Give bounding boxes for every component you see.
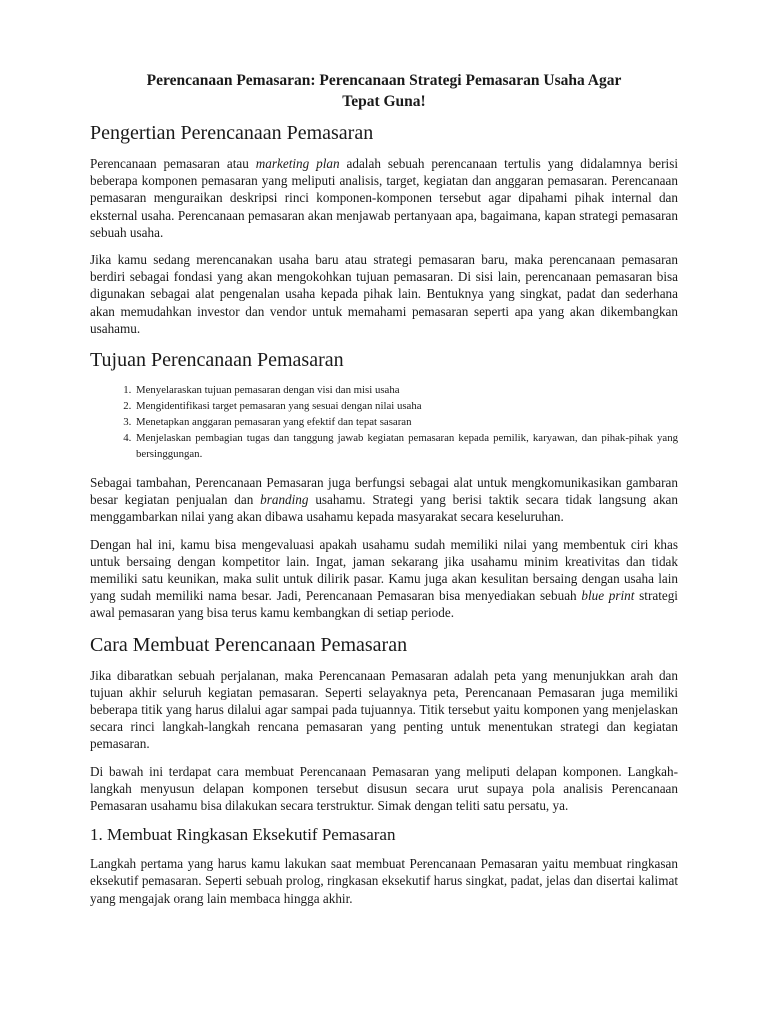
document-title-line-1: Perencanaan Pemasaran: Perencanaan Strategi Pemasaran Usaha Agar (146, 72, 622, 89)
paragraph-cara-2: Di bawah ini terdapat cara membuat Perencanaan Pemasaran yang meliputi delapan komponen. Langkah-langkah menyusun delapan komponen tersebut disusun secara urut supaya pola analisis Perencanaan Pemasaran usahamu bisa dilakukan secara terstruktur. Simak dengan teliti satu persatu, ya. (90, 763, 678, 814)
heading-ringkasan: 1. Membuat Ringkasan Eksekutif Pemasaran (90, 825, 396, 845)
document-title-line-2: Tepat Guna! (342, 93, 426, 110)
paragraph-cara-1: Jika dibaratkan sebuah perjalanan, maka Perencanaan Pemasaran adalah peta yang menunjukkan arah dan tujuan akhir seluruh kegiatan pemasaran. Seperti selayaknya peta, Perencanaan Pemasaran juga memiliki beberapa titik yang harus dilalui agar sampai pada tujuannya. Titik tersebut yaitu komponen yang menjelaskan secara rinci langkah-langkah rencana pemasaran yang penting untuk menentukan strategi dan kegiatan pemasaran. (90, 667, 678, 752)
goals-list (90, 382, 678, 462)
paragraph-tujuan-1 (90, 474, 678, 526)
paragraph-text: adalah sebuah perencanaan tertulis yang didalamnya berisi beberapa komponen pemasaran yang meliputi analisis, target, kegiatan dan anggaran pemasaran. Perencanaan pemasaran menguraikan deskripsi rinci komponen-komponen tersebut agar dipahami pihak internal dan eksternal usaha. Perencanaan pemasaran akan menjawab pertanyaan apa, bagaimana, kapan strategi pemasaran sebuah usaha. (90, 156, 678, 240)
paragraph-text: Dengan hal ini, kamu bisa mengevaluasi apakah usahamu sudah memiliki nilai yang membentuk ciri khas untuk bersaing dengan kompetitor lain. Ingat, jaman sekarang jika usahamu minim kreativitas dan tidak memiliki satu keunikan, maka sulit untuk dilirik pasar. Kamu juga akan kesulitan bersaing dengan usaha lain yang sudah memiliki nama besar. Jadi, Perencanaan Pemasaran bisa menyediakan sebuah (90, 536, 678, 604)
italic-term: marketing plan (255, 156, 340, 171)
italic-term: blue print (581, 588, 635, 604)
document-title (90, 70, 678, 112)
list-item: 3. Menetapkan anggaran pemasaran yang efektif dan tepat sasaran (134, 414, 678, 430)
list-item: 1. Menyelaraskan tujuan pemasaran dengan visi dan misi usaha (134, 382, 678, 398)
list-item: 2. Mengidentifikasi target pemasaran yang sesuai dengan nilai usaha (134, 398, 678, 414)
paragraph-text: strategi awal pemasaran yang bisa terus kamu kembangkan di setiap periode. (90, 588, 678, 621)
paragraph-text: Sebagai tambahan, Perencanaan Pemasaran juga berfungsi sebagai alat untuk mengkomunikasikan gambaran besar kegiatan penjualan dan (90, 475, 678, 508)
paragraph-pengertian-2: Jika kamu sedang merencanakan usaha baru atau strategi pemasaran baru, maka perencanaan pemasaran berdiri sebagai fondasi yang akan mengokohkan tujuan pemasaran. Di sisi lain, perencanaan pemasaran bisa digunakan sebagai alat pengenalan usaha kepada pihak lain. Bentuknya yang singkat, padat dan sederhana akan memudahkan investor dan vendor untuk memahami pemasaran seperti apa yang akan dikembangkan usahamu. (90, 252, 678, 336)
italic-term: branding (260, 492, 309, 508)
paragraph-tujuan-2 (90, 536, 678, 622)
heading-cara: Cara Membuat Perencanaan Pemasaran (90, 633, 408, 656)
paragraph-pengertian-1 (90, 155, 678, 241)
heading-tujuan: Tujuan Perencanaan Pemasaran (90, 349, 344, 372)
paragraph-text: Perencanaan pemasaran atau (90, 156, 256, 171)
heading-pengertian: Pengertian Perencanaan Pemasaran (90, 122, 374, 144)
paragraph-ringkasan-1: Langkah pertama yang harus kamu lakukan saat membuat Perencanaan Pemasaran yaitu membuat ringkasan eksekutif pemasaran. Seperti sebuah prolog, ringkasan eksekutif harus singkat, padat, jelas dan disertai kalimat yang mengajak orang lain membaca hingga akhir. (90, 856, 678, 906)
list-item: 4. Menjelaskan pembagian tugas dan tanggung jawab kegiatan pemasaran kepada pemilik, karyawan, dan pihak-pihak yang bersinggungan. (134, 430, 678, 462)
paragraph-text: usahamu. Strategi yang berisi taktik secara tidak langsung akan menggambarkan nilai yang akan dibawa usahamu kepada masyarakat secara keseluruhan. (90, 492, 678, 525)
